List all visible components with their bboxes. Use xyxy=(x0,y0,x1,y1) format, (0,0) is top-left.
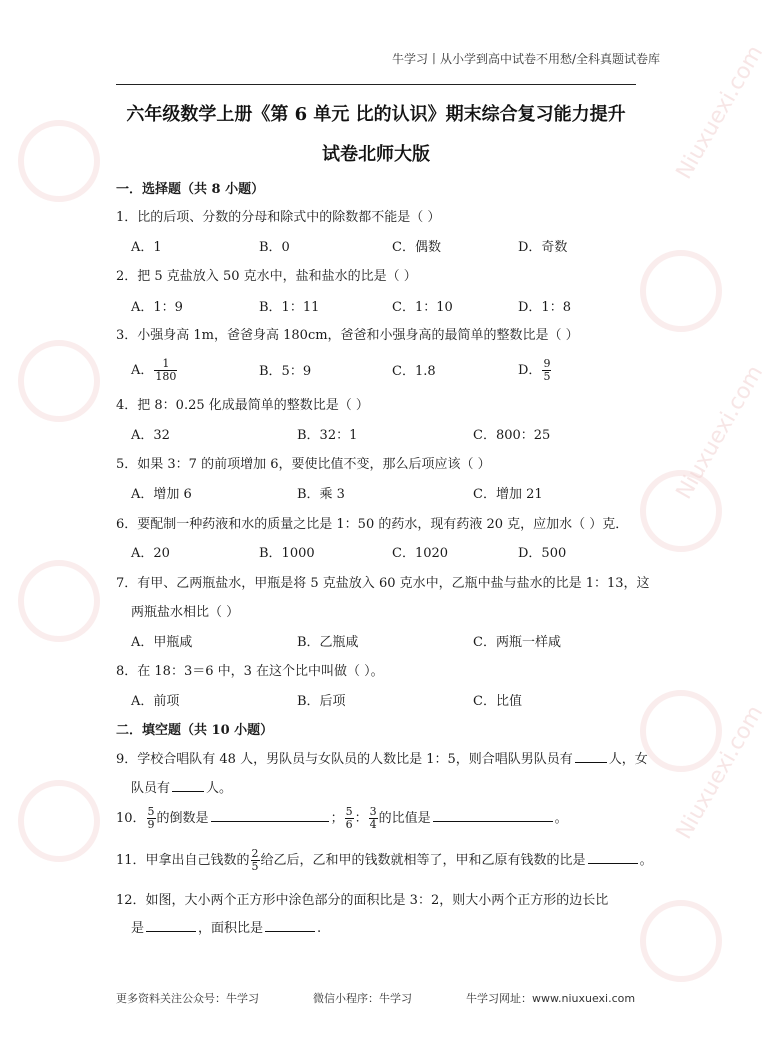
fraction: $\frac{1}{180}$ xyxy=(155,357,177,383)
answer-blank[interactable] xyxy=(146,917,196,932)
question-1: 1．比的后项、分数的分母和除式中的除数都不能是（ ） xyxy=(116,210,441,225)
option-a: A．增加 6 xyxy=(131,487,192,502)
option-b: B．1000 xyxy=(259,546,315,561)
footer-wechat-account: 更多资料关注公众号：牛学习 xyxy=(116,992,259,1005)
option-a: A．32 xyxy=(131,428,170,443)
answer-blank[interactable] xyxy=(433,807,553,822)
watermark-text: Niuxuexi.com xyxy=(671,41,768,184)
option-c: C．两瓶一样咸 xyxy=(473,635,561,650)
option-c: C．1020 xyxy=(392,546,449,561)
option-b: B．乙瓶咸 xyxy=(297,635,359,650)
question-10: 10． $\frac{5}{9}$ 的倒数是 ； $\frac{5}{6}$ ： $\frac{3}{4}$ 的比值是 。 xyxy=(116,805,568,831)
question-4: 4．把 8：0.25 化成最简单的整数比是（ ） xyxy=(116,398,369,413)
watermark-logo-icon xyxy=(640,690,722,772)
answer-blank[interactable] xyxy=(265,917,315,932)
fraction: $\frac{5}{6}$ xyxy=(345,805,353,831)
option-a: A．20 xyxy=(131,546,170,561)
answer-blank[interactable] xyxy=(575,748,607,763)
option-d: D．奇数 xyxy=(518,240,568,255)
option-a: A．前项 xyxy=(131,694,180,709)
question-4-options xyxy=(131,424,651,444)
option-c: C．1.8 xyxy=(392,364,436,379)
option-b: B．0 xyxy=(259,240,290,255)
option-a: A．1 xyxy=(131,240,162,255)
option-d: D．1：8 xyxy=(518,300,571,315)
option-a: A．甲瓶咸 xyxy=(131,635,193,650)
watermark-logo-icon xyxy=(18,120,100,202)
watermark-logo-icon xyxy=(18,560,100,642)
fraction: $\frac{2}{5}$ xyxy=(251,847,259,873)
answer-blank[interactable] xyxy=(172,777,204,792)
question-8: 8．在 18：3＝6 中，3 在这个比中叫做（ ）。 xyxy=(116,664,384,679)
question-7-options xyxy=(131,631,651,651)
watermark-logo-icon xyxy=(640,900,722,982)
section-fill-heading: 二．填空题（共 10 小题） xyxy=(116,723,274,738)
watermark-logo-icon xyxy=(18,340,100,422)
page-title-line2: 试卷北师大版 xyxy=(322,144,430,165)
option-d: D．500 xyxy=(518,546,567,561)
question-5-options xyxy=(131,483,651,503)
watermark-text: Niuxuexi.com xyxy=(671,701,768,844)
header-text: 牛学习丨从小学到高中试卷不用愁/全科真题试卷库 xyxy=(391,52,660,66)
option-c: C．1：10 xyxy=(392,300,453,315)
page-title: 六年级数学上册《第 6 单元 比的认识》期末综合复习能力提升 xyxy=(126,104,626,125)
question-7: 7．有甲、乙两瓶盐水，甲瓶是将 5 克盐放入 60 克水中，乙瓶中盐与盐水的比是 1：13，这 xyxy=(116,576,650,591)
question-2: 2．把 5 克盐放入 50 克水中，盐和盐水的比是（ ） xyxy=(116,269,417,284)
watermark-logo-icon xyxy=(18,780,100,862)
answer-blank[interactable] xyxy=(588,849,638,864)
question-12: 12．如图，大小两个正方形中涂色部分的面积比是 3：2，则大小两个正方形的边长比 xyxy=(116,893,609,908)
footer-mini-program: 微信小程序：牛学习 xyxy=(313,992,412,1005)
question-6: 6．要配制一种药液和水的质量之比是 1：50 的药水，现有药液 20 克，应加水（ ）克． xyxy=(116,517,629,532)
question-11: 11．甲拿出自己钱数的 $\frac{2}{5}$ 给乙后，乙和甲的钱数就相等了，甲和乙原有钱数的比是 。 xyxy=(116,847,653,873)
fraction: $\frac{3}{4}$ xyxy=(369,805,377,831)
option-b: B．1：11 xyxy=(259,300,320,315)
section-choice-heading: 一．选择题（共 8 小题） xyxy=(116,182,265,197)
option-b: B．32：1 xyxy=(297,428,358,443)
question-2-options xyxy=(131,296,651,316)
answer-blank[interactable] xyxy=(211,807,329,822)
option-c: C．增加 21 xyxy=(473,487,543,502)
footer-website-link[interactable]: 牛学习网址：www.niuxuexi.com xyxy=(466,992,636,1005)
question-6-options xyxy=(131,542,651,562)
option-c: C．比值 xyxy=(473,694,522,709)
fraction: $\frac{9}{5}$ xyxy=(543,357,551,383)
option-a: A．1：9 xyxy=(131,300,183,315)
header-divider xyxy=(116,84,636,85)
option-d: D． $\frac{9}{5}$ xyxy=(518,357,551,383)
question-1-options xyxy=(131,236,651,256)
option-c: C．偶数 xyxy=(392,240,441,255)
question-8-options xyxy=(131,690,651,710)
option-b: B．5：9 xyxy=(259,364,312,379)
option-b: B．后项 xyxy=(297,694,346,709)
question-5: 5．如果 3：7 的前项增加 6，要使比值不变，那么后项应该（ ） xyxy=(116,457,491,472)
option-a: A． $\frac{1}{180}$ xyxy=(131,357,177,383)
question-12-line2: 是 ，面积比是 . xyxy=(131,917,321,936)
question-3-options xyxy=(131,354,651,384)
watermark-logo-icon xyxy=(640,250,722,332)
watermark-text: Niuxuexi.com xyxy=(671,361,768,504)
option-b: B．乘 3 xyxy=(297,487,345,502)
question-3: 3．小强身高 1m，爸爸身高 180cm，爸爸和小强身高的最简单的整数比是（ ） xyxy=(116,328,579,343)
question-9-line2: 队员有 人。 xyxy=(131,777,232,796)
option-c: C．800：25 xyxy=(473,428,551,443)
question-9: 9．学校合唱队有 48 人，男队员与女队员的人数比是 1：5，则合唱队男队员有 人，女 xyxy=(116,748,648,767)
fraction: $\frac{5}{9}$ xyxy=(147,805,155,831)
question-7-line2: 两瓶盐水相比（ ） xyxy=(131,605,240,620)
